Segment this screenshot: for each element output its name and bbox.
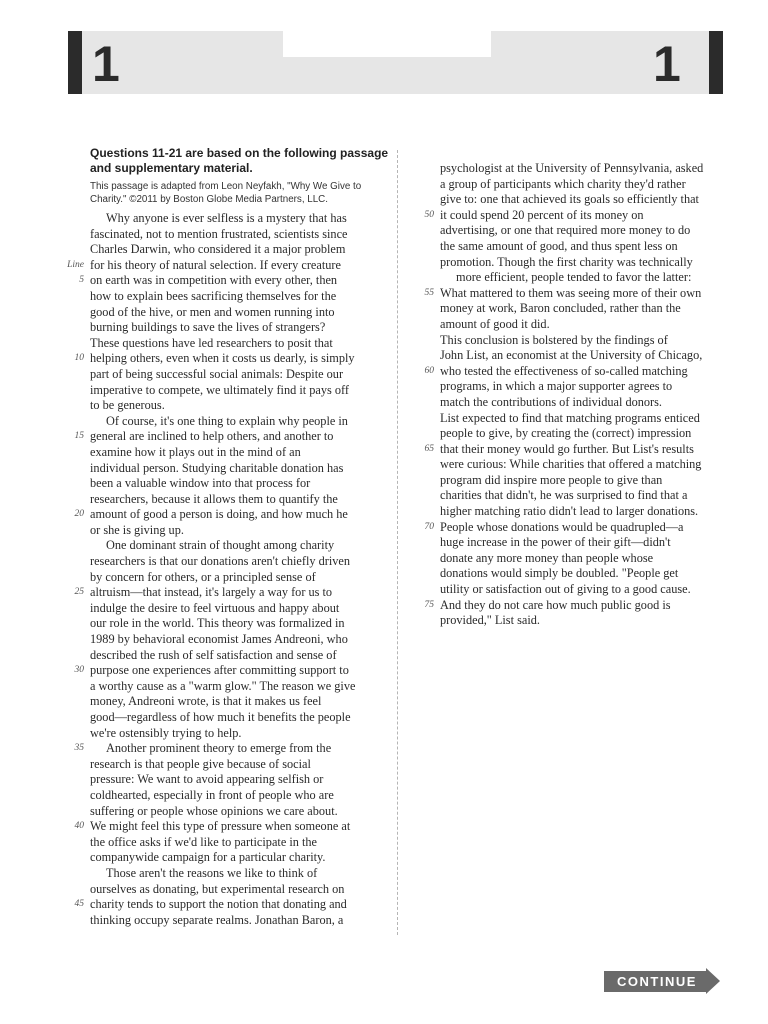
passage-line (74, 663, 390, 679)
line-text: advertising, or one that required more money to do (440, 223, 691, 238)
section-bar-left (68, 31, 82, 94)
line-text: utility or satisfaction out of giving to a good cause. (440, 582, 691, 597)
passage-line (90, 570, 390, 586)
passage-line (440, 348, 740, 364)
line-number: 5 (79, 275, 84, 286)
passage-line (90, 694, 390, 710)
line-text: One dominant strain of thought among charity (106, 538, 335, 553)
line-text: What mattered to them was seeing more of their own (440, 285, 702, 300)
header-tab (283, 31, 491, 57)
line-text: or she is giving up. (90, 522, 184, 537)
passage-line (90, 383, 390, 399)
section-number-left: 1 (92, 36, 120, 92)
passage-source: This passage is adapted from Leon Neyfakh, "Why We Give to Charity." ©2011 by Boston Globe Media Partners, LLC. (90, 181, 362, 205)
passage-line (90, 289, 390, 305)
passage-line (90, 320, 390, 336)
line-text: a group of participants which charity they'd rather (440, 176, 686, 191)
line-text: People whose donations would be quadrupled—a (440, 519, 684, 534)
passage-left-column (67, 146, 390, 928)
line-text: the office asks if we'd like to participate in the (90, 834, 318, 849)
line-number: 35 (74, 743, 84, 754)
passage-line (90, 336, 390, 352)
line-number: 10 (74, 353, 84, 364)
passage-line (74, 897, 390, 913)
line-text: Another prominent theory to emerge from the (106, 741, 332, 756)
line-text: charities that didn't, he was surprised to find that a (440, 488, 688, 503)
line-text: on earth was in competition with every other, then (90, 273, 338, 288)
passage-line (440, 488, 740, 504)
line-text: John List, an economist at the University of Chicago, (440, 348, 703, 363)
passage-line (90, 710, 390, 726)
line-text: suffering or people whose opinions we care about. (90, 803, 338, 818)
passage-intro: Questions 11-21 are based on the following passage and supplementary material. (90, 146, 389, 175)
passage-line (424, 207, 740, 224)
line-text: our role in the world. This theory was formalized in (90, 616, 345, 631)
line-text: charity tends to support the notion that donating and (90, 897, 347, 912)
passage-line (90, 772, 390, 788)
passage-line (90, 445, 390, 461)
line-text: Charles Darwin, who considered it a major problem (90, 242, 346, 257)
passage-line (90, 227, 390, 243)
passage-line (440, 379, 740, 395)
line-text: good of the hive, or men and women running into (90, 304, 335, 319)
line-text: match the contributions of individual donors. (440, 394, 662, 409)
line-text: provided," List said. (440, 613, 540, 628)
passage-line (440, 161, 740, 177)
passage-line (90, 913, 390, 929)
line-text: research is that people give because of social (90, 756, 311, 771)
passage-line (74, 429, 390, 445)
line-text: higher matching ratio didn't lead to larger donations. (440, 504, 699, 519)
passage-line (67, 257, 390, 274)
line-label: Line (67, 259, 84, 270)
line-text: researchers, because it allows them to quantify the (90, 491, 338, 506)
line-text: pressure: We want to avoid appearing selfish or (90, 772, 324, 787)
line-text: 1989 by behavioral economist James Andreoni, who (90, 632, 348, 647)
passage-right-column (424, 161, 740, 629)
continue-label: CONTINUE (617, 974, 697, 989)
line-text: general are inclined to help others, and another to (90, 429, 334, 444)
passage-line (74, 585, 390, 601)
passage-line (440, 301, 740, 317)
line-number: 75 (424, 599, 434, 610)
line-text: money, Andreoni wrote, is that it makes us feel (90, 694, 322, 709)
passage-line (90, 554, 390, 570)
line-text: examine how it plays out in the mind of an (90, 444, 301, 459)
passage-line (90, 305, 390, 321)
passage-line (90, 726, 390, 742)
passage-line (90, 616, 390, 632)
line-number: 25 (74, 587, 84, 598)
line-text: purpose one experiences after committing support to (90, 663, 349, 678)
line-text: psychologist at the University of Pennsylvania, asked (440, 161, 704, 175)
line-number: 45 (74, 899, 84, 910)
passage-line (79, 273, 390, 289)
line-number: 65 (424, 443, 434, 454)
line-text: promotion. Though the first charity was technically (440, 254, 693, 269)
passage-line (90, 866, 390, 882)
passage-line (90, 398, 390, 414)
passage-line (440, 473, 740, 489)
passage-line (90, 679, 390, 695)
line-text: List expected to find that matching programs enticed (440, 410, 700, 425)
line-text: ourselves as donating, but experimental research on (90, 881, 345, 896)
line-text: good—regardless of how much it benefits the people (90, 710, 351, 724)
line-text: more efficient, people tended to favor the latter: (456, 270, 692, 285)
line-text: coldhearted, especially in front of people who are (90, 787, 334, 802)
line-text: programs, in which a major supporter agrees to (440, 379, 673, 394)
passage-line (440, 551, 740, 567)
line-text: for his theory of natural selection. If every creature (90, 257, 341, 272)
passage-line (440, 239, 740, 255)
passage-line (90, 882, 390, 898)
line-text: that their money would go further. But List's results (440, 441, 694, 456)
line-text: by concern for others, or a principled sense of (90, 569, 316, 584)
passage-line (90, 835, 390, 851)
line-text: described the rush of self satisfaction and sense of (90, 647, 337, 662)
passage-line (90, 242, 390, 258)
passage-line (90, 523, 390, 539)
passage-line (90, 414, 390, 430)
passage-line (74, 507, 390, 523)
line-text: burning buildings to save the lives of strangers? (90, 320, 326, 335)
line-text: And they do not care how much public good is (440, 597, 671, 612)
line-text: We might feel this type of pressure when someone at (90, 819, 351, 834)
line-text: people to give, by creating the (correct) impression (440, 426, 692, 441)
passage-line (90, 492, 390, 508)
line-text: amount of good a person is doing, and how much he (90, 507, 348, 522)
passage-line (90, 648, 390, 664)
line-text: These questions have led researchers to posit that (90, 335, 333, 350)
passage-line (424, 597, 740, 614)
line-text: companywide campaign for a particular charity. (90, 850, 326, 865)
line-text: give to: one that achieved its goals so efficiently that (440, 192, 699, 207)
line-number: 30 (74, 665, 84, 676)
passage-line (90, 211, 390, 227)
passage-line (424, 363, 740, 380)
passage-line (440, 192, 740, 208)
passage-line (424, 285, 740, 302)
line-number: 70 (424, 521, 434, 532)
line-text: imperative to compete, we ultimately find it pays off (90, 382, 349, 397)
passage-line (440, 613, 740, 629)
line-text: been a valuable window into that process for (90, 476, 311, 491)
line-text: Why anyone is ever selfless is a mystery that has (106, 211, 347, 225)
line-number: 40 (74, 821, 84, 832)
passage-lines-right (424, 161, 740, 629)
line-text: Of course, it's one thing to explain why people in (106, 413, 348, 428)
line-text: individual person. Studying charitable donation has (90, 460, 344, 475)
passage-line (90, 850, 390, 866)
line-text: a worthy cause as a "warm glow." The reason we give (90, 678, 356, 693)
line-text: how to explain bees sacrificing themselves for the (90, 288, 337, 303)
passage-line (440, 255, 740, 271)
line-text: to be generous. (90, 398, 165, 413)
section-bar-right (709, 31, 723, 94)
passage-lines-left (67, 211, 390, 928)
line-text: were curious: While charities that offered a matching (440, 457, 702, 472)
passage-line (440, 457, 740, 473)
line-text: altruism—that instead, it's largely a way for us to (90, 585, 333, 600)
line-text: huge increase in the power of their gift—didn't (440, 535, 671, 550)
passage-line (90, 757, 390, 773)
passage-line (440, 270, 740, 286)
passage-line (90, 788, 390, 804)
column-divider (397, 150, 398, 935)
passage-line (440, 177, 740, 193)
line-text: the same amount of good, and thus spent less on (440, 238, 678, 253)
passage-line (90, 476, 390, 492)
passage-line (90, 804, 390, 820)
line-text: researchers is that our donations aren't chiefly driven (90, 554, 351, 569)
passage-line (90, 538, 390, 554)
passage-line (424, 441, 740, 458)
line-text: we're ostensibly trying to help. (90, 725, 242, 740)
passage-line (440, 317, 740, 333)
line-text: indulge the desire to feel virtuous and happy about (90, 600, 340, 615)
passage-line (90, 632, 390, 648)
passage-line (440, 411, 740, 427)
line-text: fascinated, not to mention frustrated, scientists since (90, 226, 348, 241)
passage-line (440, 223, 740, 239)
passage-line (74, 351, 390, 367)
line-text: money at work, Baron concluded, rather than the (440, 301, 681, 316)
line-number: 20 (74, 509, 84, 520)
line-number: 55 (424, 287, 434, 298)
line-text: part of being successful social animals: Despite our (90, 366, 344, 381)
line-text: who tested the effectiveness of so-called matching (440, 363, 688, 378)
continue-button[interactable] (604, 968, 720, 995)
line-text: it could spend 20 percent of its money on (440, 207, 644, 222)
passage-line (440, 566, 740, 582)
passage-line (440, 395, 740, 411)
passage-line (90, 367, 390, 383)
passage-line (440, 333, 740, 349)
passage-line (440, 582, 740, 598)
line-number: 60 (424, 365, 434, 376)
passage-line (90, 461, 390, 477)
passage-line (74, 819, 390, 835)
line-text: amount of good it did. (440, 316, 550, 331)
passage-line (440, 426, 740, 442)
line-number: 15 (74, 431, 84, 442)
passage-line (74, 741, 390, 757)
line-text: helping others, even when it costs us dearly, is simply (90, 351, 355, 366)
passage-line (424, 519, 740, 536)
section-number-right: 1 (653, 36, 681, 92)
line-text: donate any more money than people whose (440, 550, 654, 565)
line-text: program did inspire more people to give than (440, 472, 663, 487)
line-text: This conclusion is bolstered by the findings of (440, 332, 668, 347)
passage-line (440, 504, 740, 520)
passage-line (440, 535, 740, 551)
line-number: 50 (424, 209, 434, 220)
line-text: Those aren't the reasons we like to think of (106, 865, 318, 880)
passage-line (90, 601, 390, 617)
line-text: thinking occupy separate realms. Jonathan Baron, a (90, 912, 344, 927)
line-text: donations would simply be doubled. "People get (440, 566, 679, 581)
